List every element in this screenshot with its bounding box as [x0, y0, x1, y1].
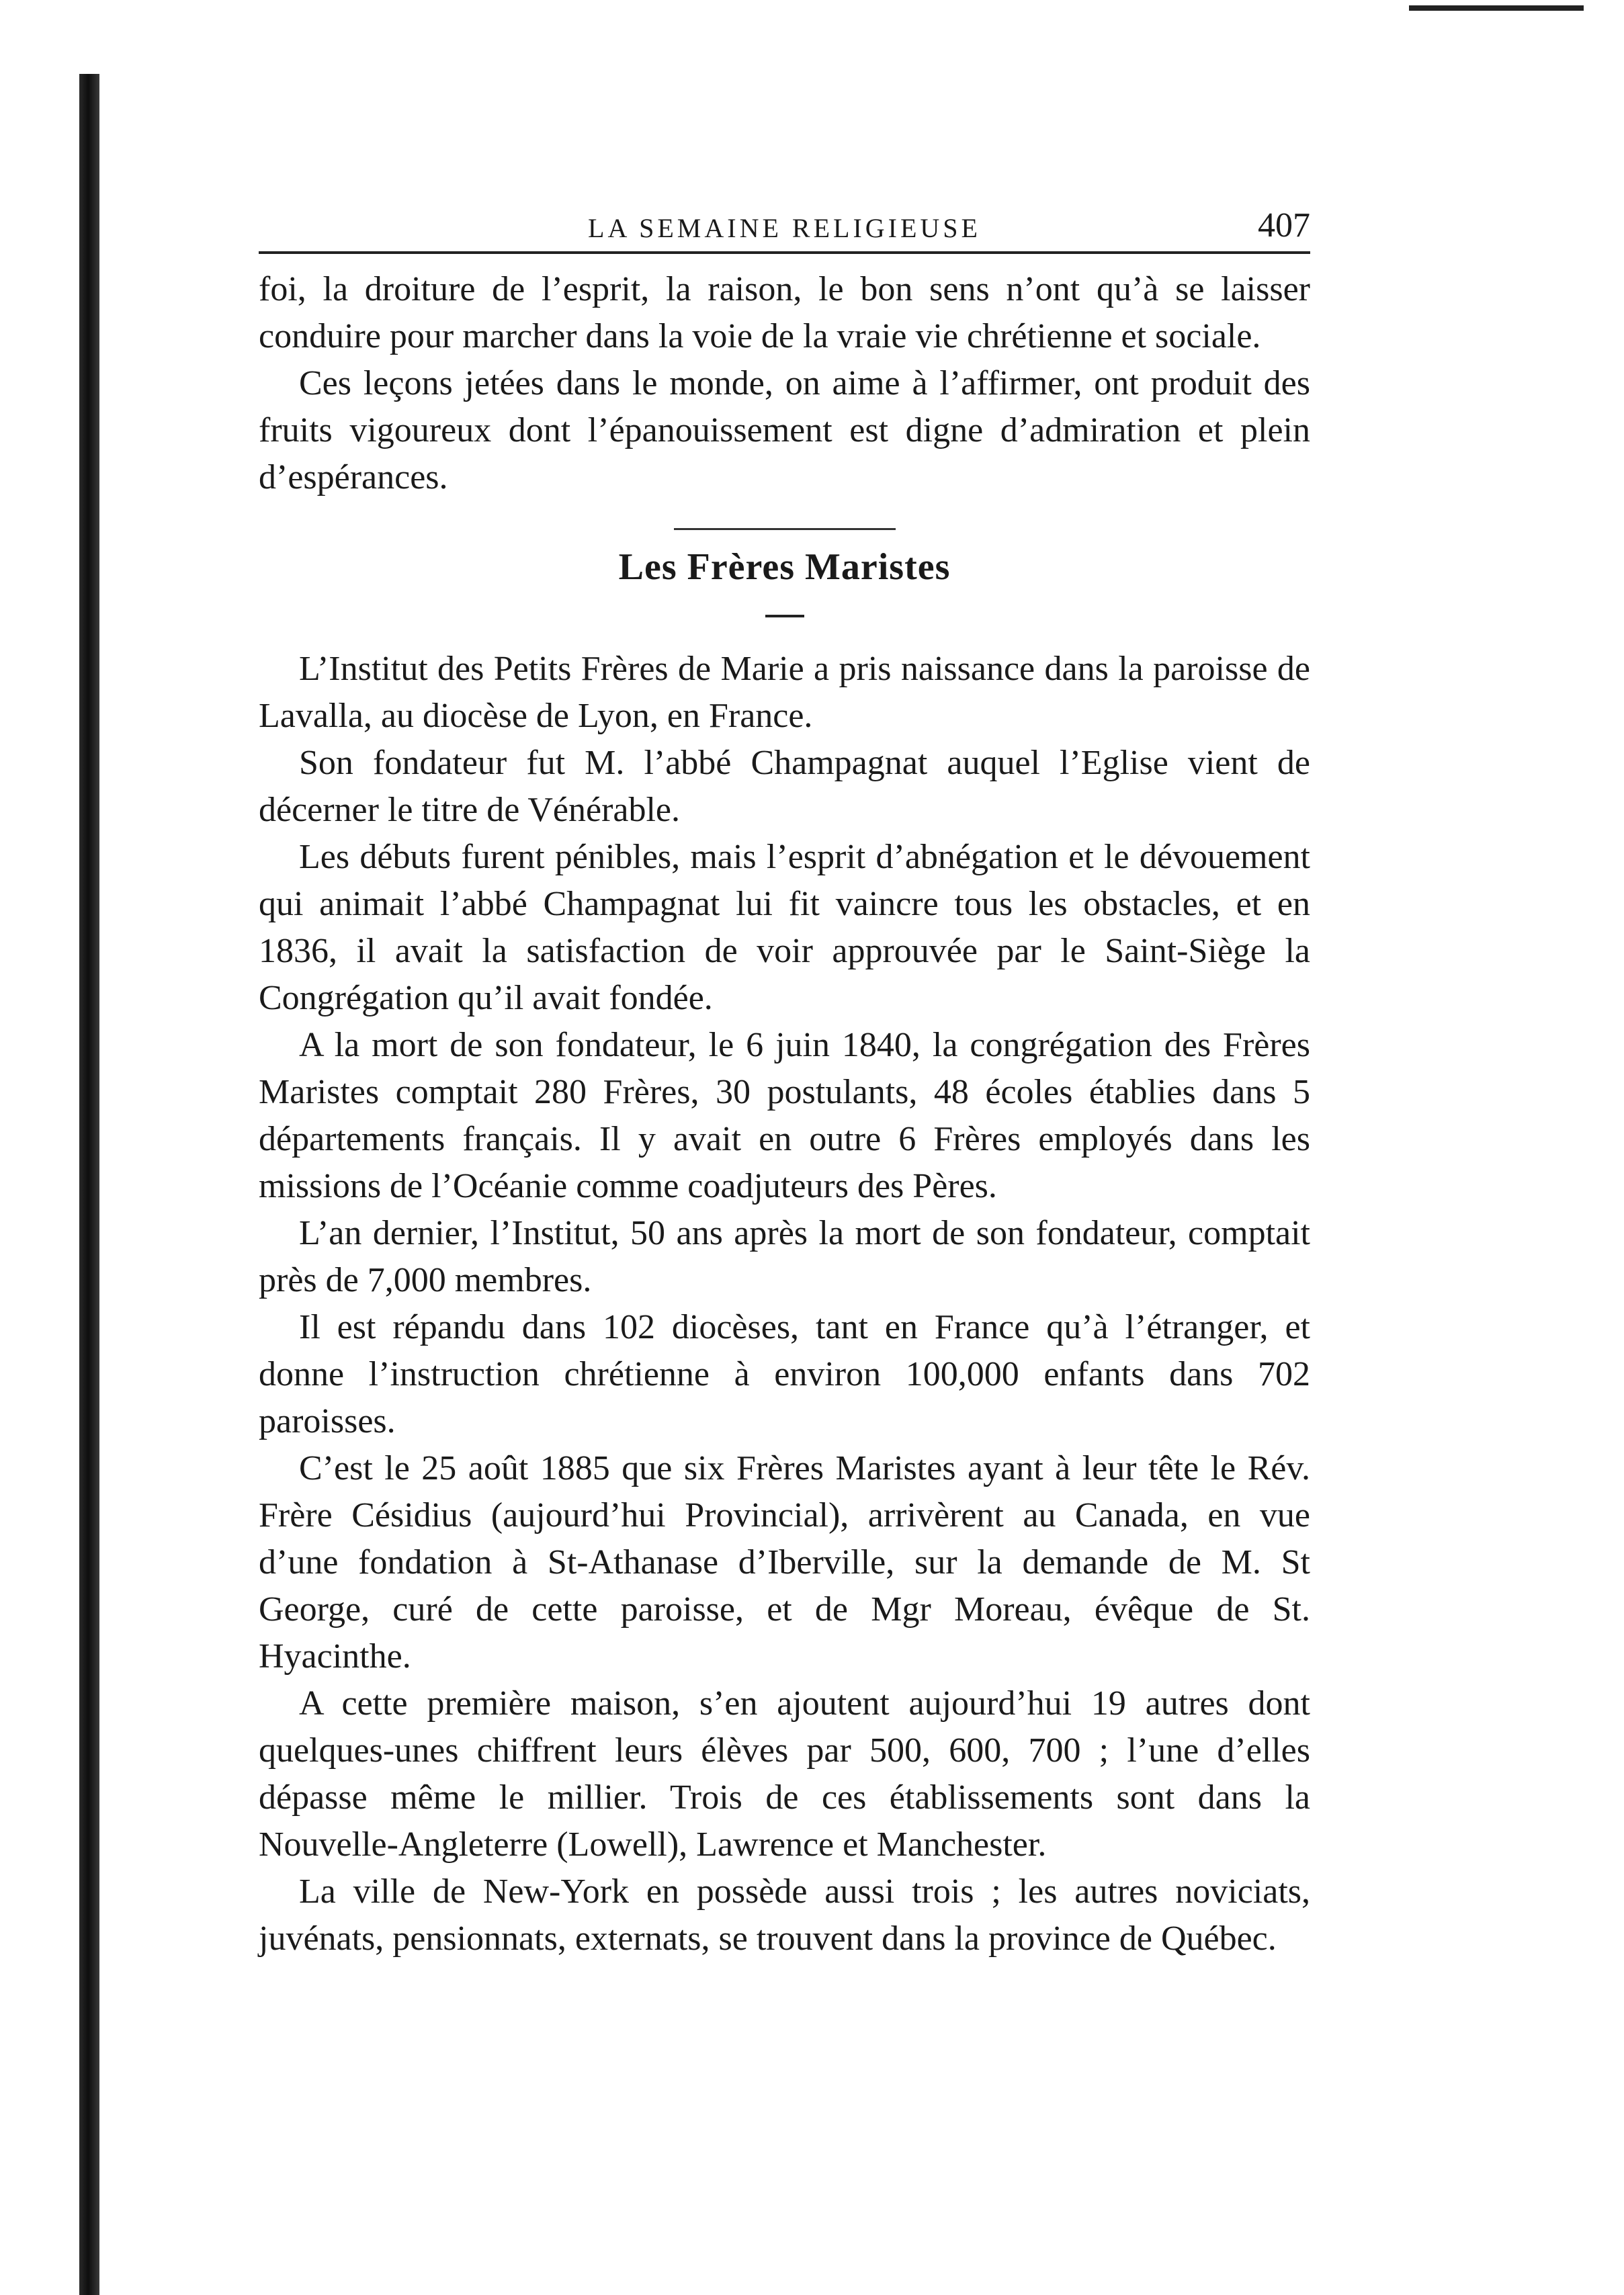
article-paragraph: Il est répandu dans 102 diocèses, tant en France qu’à l’étranger, et donne l’instruction chrétienne à environ 100,000 enfants dans 702 paroisses. [259, 1308, 1310, 1440]
running-title: LA SEMAINE RELIGIEUSE [588, 213, 981, 243]
article-paragraph: L’an dernier, l’Institut, 50 ans après la mort de son fondateur, comptait près de 7,000 membres. [259, 1214, 1310, 1299]
intro-paragraph-continuation: foi, la droiture de l’esprit, la raison, le bon sens n’ont qu’à se laisser conduire pour marcher dans la voie de la vraie vie chrétienne et sociale. [259, 270, 1310, 355]
body-text [259, 266, 1310, 1962]
running-head [259, 202, 1310, 249]
title-dash [765, 615, 804, 617]
article-paragraph: A la mort de son fondateur, le 6 juin 1840, la congrégation des Frères Maristes comptait 280 Frères, 30 postulants, 48 écoles établies dans 5 départements français. Il y avait en outre 6 Frères employés dans les missions de l’Océanie comme coadjuteurs des Pères. [259, 1026, 1310, 1205]
page [259, 202, 1310, 1962]
page-number: 407 [1258, 206, 1310, 245]
header-rule [259, 251, 1310, 254]
intro-paragraph: Ces leçons jetées dans le monde, on aime à l’affirmer, ont produit des fruits vigoureux dont l’épanouissement est digne d’admiration et plein d’espérances. [259, 364, 1310, 496]
section-divider [674, 528, 896, 530]
article-paragraph: Les débuts furent pénibles, mais l’esprit d’abnégation et le dévouement qui animait l’abbé Champagnat lui fit vaincre tous les obstacles, et en 1836, il avait la satisfaction de voir approuvée par le Saint-Siège la Congrégation qu’il avait fondée. [259, 838, 1310, 1017]
binding-edge [79, 74, 99, 2295]
article-paragraph: La ville de New-York en possède aussi trois ; les autres noviciats, juvénats, pensionnats, externats, se trouvent dans la province de Québec. [259, 1872, 1310, 1958]
article-paragraph: A cette première maison, s’en ajoutent aujourd’hui 19 autres dont quelques-unes chiffrent leurs élèves par 500, 600, 700 ; l’une d’elles dépasse même le millier. Trois de ces établissements sont dans la Nouvelle-Angleterre (Lowell), Lawrence et Manchester. [259, 1684, 1310, 1864]
article-paragraph: C’est le 25 août 1885 que six Frères Maristes ayant à leur tête le Rév. Frère Césidius (aujourd’hui Provincial), arrivèrent au Canada, en vue d’une fondation à St-Athanase d’Iberville, sur la demande de M. St George, curé de cette paroisse, et de Mgr Moreau, évêque de St. Hyacinthe. [259, 1449, 1310, 1676]
article-title: Les Frères Maristes [618, 546, 951, 588]
corner-mark [1409, 5, 1584, 11]
article-paragraph: L’Institut des Petits Frères de Marie a pris naissance dans la paroisse de Lavalla, au diocèse de Lyon, en France. [259, 650, 1310, 735]
article-paragraph: Son fondateur fut M. l’abbé Champagnat auquel l’Eglise vient de décerner le titre de Vénérable. [259, 744, 1310, 829]
